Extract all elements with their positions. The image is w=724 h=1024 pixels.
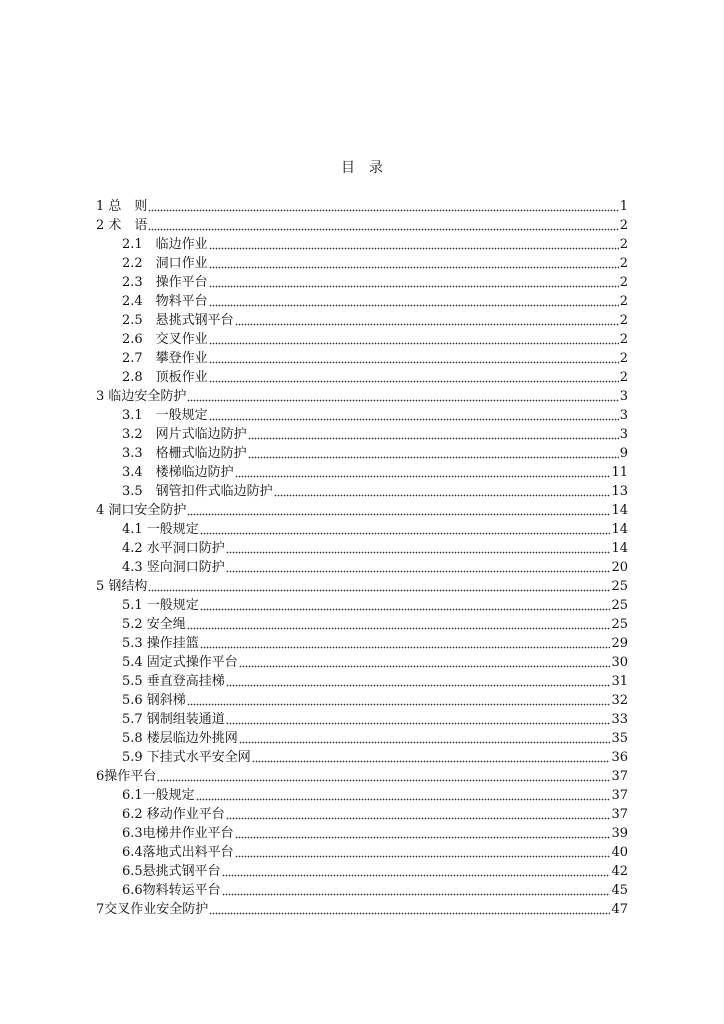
- toc-entry-page: 2: [619, 351, 628, 366]
- toc-entry: [122, 463, 628, 482]
- dot-leader: [239, 741, 611, 744]
- toc-entry-page: 3: [619, 408, 628, 423]
- toc-entry: [96, 767, 628, 786]
- toc-entry: [122, 843, 628, 862]
- toc-entry: [122, 824, 628, 843]
- toc-entry-title: 2.8 顶板作业: [122, 370, 208, 385]
- toc-entry-title: 2.6 交叉作业: [122, 332, 208, 347]
- toc-entry-title: 5.1 一般规定: [122, 598, 199, 613]
- toc-entry-title: 6.3电梯井作业平台: [122, 826, 234, 841]
- toc-entry-title: 6.6物料转运平台: [122, 883, 221, 898]
- dot-leader: [209, 380, 619, 383]
- toc-entry: [96, 387, 628, 406]
- dot-leader: [200, 608, 611, 611]
- toc-entry-page: 2: [619, 275, 628, 290]
- toc-entry: [122, 881, 628, 900]
- toc-entry: [96, 900, 628, 919]
- toc-entry-title: 4.3 竖向洞口防护: [122, 560, 225, 575]
- toc-entry: [96, 197, 628, 216]
- toc-entry-title: 2 术 语: [96, 218, 148, 233]
- toc-entry-page: 32: [611, 693, 628, 708]
- toc-entry: [122, 862, 628, 881]
- toc-entry: [122, 786, 628, 805]
- toc-entry: [96, 216, 628, 235]
- toc-entry: [122, 406, 628, 425]
- toc-entry-page: 2: [619, 256, 628, 271]
- toc-entry: [122, 748, 628, 767]
- toc-entry-page: 37: [611, 769, 628, 784]
- toc-entry-page: 2: [619, 218, 628, 233]
- toc-entry-page: 40: [611, 845, 628, 860]
- toc-entry-title: 5.2 安全绳: [122, 617, 186, 632]
- toc-entry: [122, 729, 628, 748]
- toc-entry-page: 14: [611, 522, 628, 537]
- toc-entry-title: 6.2 移动作业平台: [122, 807, 225, 822]
- dot-leader: [209, 285, 619, 288]
- dot-leader: [209, 247, 619, 250]
- toc-entry-title: 3.3 格栅式临边防护: [122, 446, 247, 461]
- toc-entry-page: 35: [611, 731, 628, 746]
- dot-leader: [200, 646, 611, 649]
- toc-entry-title: 3.5 钢管扣件式临边防护: [122, 484, 273, 499]
- toc-entry: [96, 501, 628, 520]
- toc-entry-title: 2.3 操作平台: [122, 275, 208, 290]
- toc-entry-page: 25: [611, 617, 628, 632]
- toc-entry: [122, 292, 628, 311]
- toc-entry-page: 37: [611, 807, 628, 822]
- toc-entry-page: 13: [611, 484, 628, 499]
- toc-entry-title: 2.2 洞口作业: [122, 256, 208, 271]
- toc-entry: [122, 368, 628, 387]
- dot-leader: [239, 665, 611, 668]
- toc-entry-title: 3.1 一般规定: [122, 408, 208, 423]
- toc-entry-title: 7交叉作业安全防护: [96, 902, 209, 917]
- toc-entry-page: 2: [619, 332, 628, 347]
- toc-entry-page: 30: [611, 655, 628, 670]
- dot-leader: [226, 570, 611, 573]
- toc-entry-title: 1 总 则: [96, 199, 148, 214]
- toc-entry-page: 2: [619, 370, 628, 385]
- dot-leader: [248, 437, 619, 440]
- dot-leader: [148, 209, 618, 212]
- toc-entry: [122, 520, 628, 539]
- dot-leader: [226, 551, 611, 554]
- toc-entry-page: 3: [619, 427, 628, 442]
- toc-entry-title: 4.2 水平洞口防护: [122, 541, 225, 556]
- toc-entry: [122, 691, 628, 710]
- toc-entry-page: 14: [611, 503, 628, 518]
- toc-entry-title: 5.5 垂直登高挂梯: [122, 674, 225, 689]
- dot-leader: [226, 722, 611, 725]
- dot-leader: [235, 836, 611, 839]
- toc-entry: [122, 349, 628, 368]
- toc-entry-page: 47: [611, 902, 628, 917]
- dot-leader: [209, 361, 619, 364]
- toc-entry: [122, 444, 628, 463]
- toc-entry: [122, 710, 628, 729]
- toc-entry-page: 9: [619, 446, 628, 461]
- toc-entry-title: 5.6 钢斜梯: [122, 693, 186, 708]
- dot-leader: [209, 342, 619, 345]
- toc-entry-page: 3: [619, 389, 628, 404]
- toc-entry-page: 2: [619, 313, 628, 328]
- toc-entry-page: 42: [611, 864, 628, 879]
- toc-entry: [122, 330, 628, 349]
- dot-leader: [222, 874, 611, 877]
- toc-entry-title: 2.5 悬挑式钢平台: [122, 313, 234, 328]
- dot-leader: [157, 779, 610, 782]
- toc-entry-page: 11: [611, 465, 628, 480]
- toc-entry-title: 6操作平台: [96, 769, 157, 784]
- dot-leader: [235, 855, 611, 858]
- toc-entry-page: 20: [611, 560, 628, 575]
- toc-entry-title: 6.5悬挑式钢平台: [122, 864, 221, 879]
- toc-entry: [122, 425, 628, 444]
- dot-leader: [248, 456, 619, 459]
- dot-leader: [235, 475, 611, 478]
- toc-entry-title: 5.7 钢制组装通道: [122, 712, 225, 727]
- toc-entry-title: 5.3 操作挂篮: [122, 636, 199, 651]
- toc-entry-page: 36: [611, 750, 628, 765]
- toc-entry-title: 2.7 攀登作业: [122, 351, 208, 366]
- table-of-contents: [0, 197, 724, 919]
- toc-entry-page: 39: [611, 826, 628, 841]
- toc-entry: [122, 311, 628, 330]
- toc-entry: [96, 577, 628, 596]
- dot-leader: [209, 266, 619, 269]
- toc-entry: [122, 615, 628, 634]
- toc-entry-title: 6.1一般规定: [122, 788, 195, 803]
- toc-entry-page: 2: [619, 294, 628, 309]
- toc-entry-title: 4 洞口安全防护: [96, 503, 187, 518]
- toc-entry: [122, 672, 628, 691]
- toc-entry-page: 33: [611, 712, 628, 727]
- dot-leader: [196, 798, 611, 801]
- toc-entry-page: 2: [619, 237, 628, 252]
- dot-leader: [148, 589, 610, 592]
- toc-entry-title: 5.4 固定式操作平台: [122, 655, 238, 670]
- toc-entry-title: 5.8 楼层临边外挑网: [122, 731, 238, 746]
- toc-entry-title: 3 临边安全防护: [96, 389, 187, 404]
- toc-entry: [122, 254, 628, 273]
- dot-leader: [209, 304, 619, 307]
- toc-entry-page: 14: [611, 541, 628, 556]
- toc-title: 目 录: [341, 160, 383, 176]
- toc-entry: [122, 653, 628, 672]
- toc-entry-page: 31: [611, 674, 628, 689]
- toc-entry: [122, 596, 628, 615]
- toc-entry-page: 45: [611, 883, 628, 898]
- toc-entry-page: 25: [611, 579, 628, 594]
- toc-entry: [122, 539, 628, 558]
- toc-entry-page: 37: [611, 788, 628, 803]
- toc-entry-title: 3.4 楼梯临边防护: [122, 465, 234, 480]
- dot-leader: [226, 684, 611, 687]
- dot-leader: [252, 760, 611, 763]
- dot-leader: [222, 893, 611, 896]
- dot-leader: [274, 494, 611, 497]
- dot-leader: [148, 228, 618, 231]
- dot-leader: [209, 912, 610, 915]
- toc-entry-title: 4.1 一般规定: [122, 522, 199, 537]
- dot-leader: [187, 627, 611, 630]
- toc-entry-title: 5 钢结构: [96, 579, 148, 594]
- toc-entry-page: 1: [619, 199, 628, 214]
- dot-leader: [209, 418, 619, 421]
- toc-entry: [122, 634, 628, 653]
- toc-entry-page: 29: [611, 636, 628, 651]
- dot-leader: [187, 703, 611, 706]
- toc-entry: [122, 273, 628, 292]
- toc-entry-title: 3.2 网片式临边防护: [122, 427, 247, 442]
- dot-leader: [187, 513, 610, 516]
- toc-entry-title: 2.1 临边作业: [122, 237, 208, 252]
- toc-entry: [122, 482, 628, 501]
- toc-entry-title: 5.9 下挂式水平安全网: [122, 750, 251, 765]
- dot-leader: [200, 532, 611, 535]
- toc-entry-page: 25: [611, 598, 628, 613]
- dot-leader: [226, 817, 611, 820]
- toc-entry: [122, 805, 628, 824]
- toc-entry-title: 6.4落地式出料平台: [122, 845, 234, 860]
- dot-leader: [187, 399, 618, 402]
- dot-leader: [235, 323, 619, 326]
- toc-entry: [122, 558, 628, 577]
- toc-entry-title: 2.4 物料平台: [122, 294, 208, 309]
- toc-entry: [122, 235, 628, 254]
